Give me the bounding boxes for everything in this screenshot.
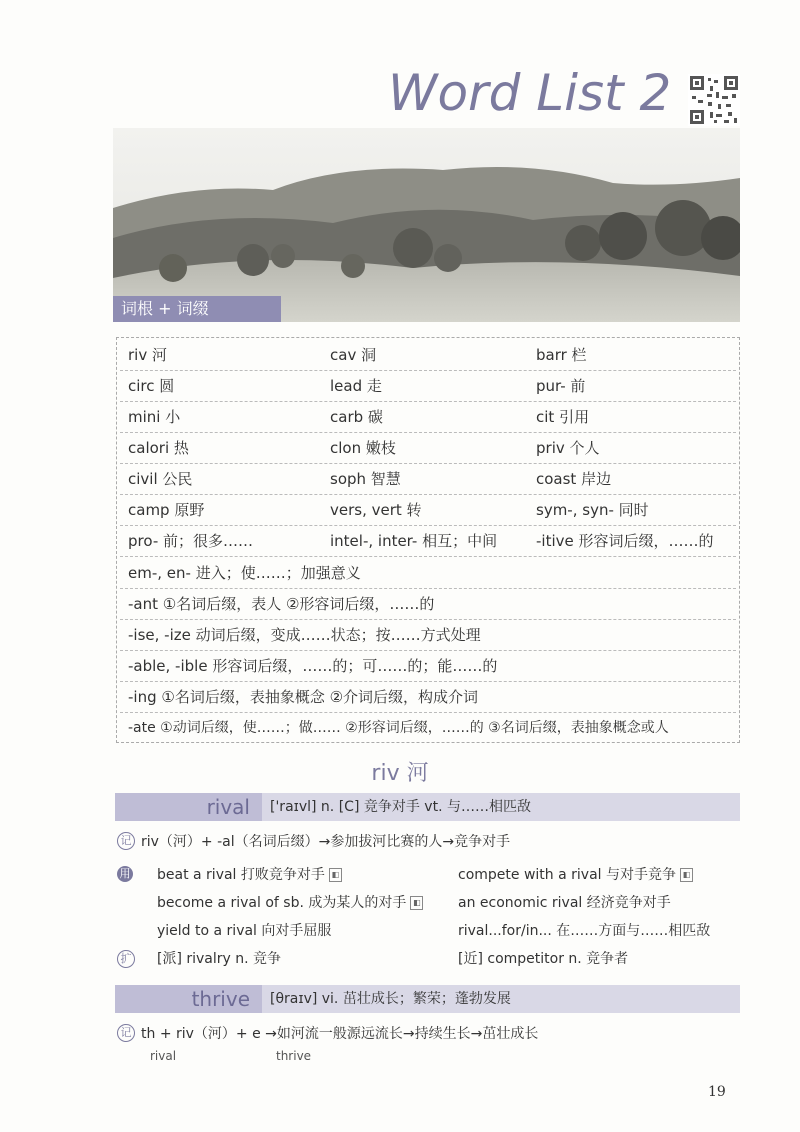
usage-item: an economic rival 经济竞争对手 — [458, 895, 671, 911]
divider — [120, 556, 736, 557]
root-line: -ate ①动词后缀，使……；做…… ②形容词后缀，……的 ③名词后缀，表抽象概念或人 — [128, 720, 669, 736]
divider — [120, 619, 736, 620]
divider — [120, 588, 736, 589]
usage-item: rival...for/in... 在……方面与……相匹敌 — [458, 923, 711, 939]
headword-thrive: thrive — [191, 987, 250, 1011]
root-item: sym-, syn- 同时 — [536, 501, 649, 519]
divider — [120, 370, 736, 371]
divider — [120, 432, 736, 433]
root-item: intel-, inter- 相互；中间 — [330, 532, 498, 550]
memory-tag-icon: 记 — [117, 1024, 135, 1042]
usage-item: yield to a rival 向对手屈服 — [157, 923, 332, 939]
root-item: cit 引用 — [536, 408, 590, 426]
root-item: lead 走 — [330, 377, 382, 395]
root-item: priv 个人 — [536, 439, 600, 457]
root-line: -ing ①名词后缀，表抽象概念 ②介词后缀，构成介词 — [128, 688, 479, 706]
root-item: vers, vert 转 — [330, 501, 422, 519]
root-item: -itive 形容词后缀，……的 — [536, 532, 714, 550]
derived-word: [派] rivalry n. 竞争 — [157, 951, 282, 967]
landscape-photo — [113, 128, 740, 322]
divider — [120, 401, 736, 402]
synonym-word: [近] competitor n. 竞争者 — [458, 951, 629, 967]
root-item: pro- 前；很多…… — [128, 532, 253, 550]
divider — [120, 525, 736, 526]
usage-tag-icon: 用 — [117, 866, 133, 882]
root-item: pur- 前 — [536, 377, 586, 395]
root-item: soph 智慧 — [330, 470, 401, 488]
divider — [120, 712, 736, 713]
divider — [120, 681, 736, 682]
speaker-icon[interactable]: ◧ — [410, 896, 423, 910]
root-item: circ 圆 — [128, 377, 175, 395]
page-number: 19 — [708, 1084, 726, 1100]
qr-code-icon — [688, 74, 740, 126]
root-item: barr 栏 — [536, 346, 587, 364]
root-line: -able, -ible 形容词后缀，……的；可……的；能……的 — [128, 657, 498, 675]
usage-item — [157, 892, 423, 912]
speaker-icon[interactable]: ◧ — [329, 868, 342, 882]
root-line: em-, en- 进入；使……；加强意义 — [128, 564, 361, 582]
section-heading: riv 河 — [371, 761, 429, 786]
usage-text: compete with a rival 与对手竞争 — [458, 867, 676, 883]
root-item: clon 嫩枝 — [330, 439, 396, 457]
usage-item — [157, 864, 342, 884]
memory-tag-icon: 记 — [117, 832, 135, 850]
extend-tag-icon: 扩 — [117, 950, 135, 968]
roots-affixes-label: 词根 + 词缀 — [113, 296, 281, 322]
root-item: civil 公民 — [128, 470, 193, 488]
root-item: riv 河 — [128, 346, 167, 364]
root-item: mini 小 — [128, 408, 181, 426]
root-item: coast 岸边 — [536, 470, 612, 488]
root-item: cav 洞 — [330, 346, 377, 364]
memory-note-thrive: th + riv（河）+ e →如河流一般源远流长→持续生长→茁壮成长 — [141, 1026, 539, 1042]
usage-item — [458, 864, 693, 884]
headword-box — [115, 793, 262, 821]
usage-text: become a rival of sb. 成为某人的对手 — [157, 895, 407, 911]
illustration-label: thrive — [276, 1049, 312, 1063]
root-item: camp 原野 — [128, 501, 205, 519]
page-title: Word List 2 — [388, 64, 672, 122]
illustration-label: rival — [150, 1049, 177, 1063]
speaker-icon[interactable]: ◧ — [680, 868, 693, 882]
root-line: -ise, -ize 动词后缀，变成……状态；按……方式处理 — [128, 626, 481, 644]
definition-thrive: [θraɪv] vi. 茁壮成长；繁荣；蓬勃发展 — [270, 991, 511, 1007]
definition-rival: ['raɪvl] n. [C] 竞争对手 vt. 与……相匹敌 — [270, 799, 531, 815]
root-item: carb 碳 — [330, 408, 383, 426]
memory-note-rival: riv（河）+ -al（名词后缀）→参加拔河比赛的人→竞争对手 — [141, 834, 511, 850]
root-item: calori 热 — [128, 439, 189, 457]
divider — [120, 494, 736, 495]
headword-box — [115, 985, 262, 1013]
root-line: -ant ①名词后缀，表人 ②形容词后缀，……的 — [128, 595, 435, 613]
headword-rival: rival — [206, 795, 250, 819]
divider — [120, 650, 736, 651]
usage-text: beat a rival 打败竞争对手 — [157, 867, 325, 883]
divider — [120, 463, 736, 464]
